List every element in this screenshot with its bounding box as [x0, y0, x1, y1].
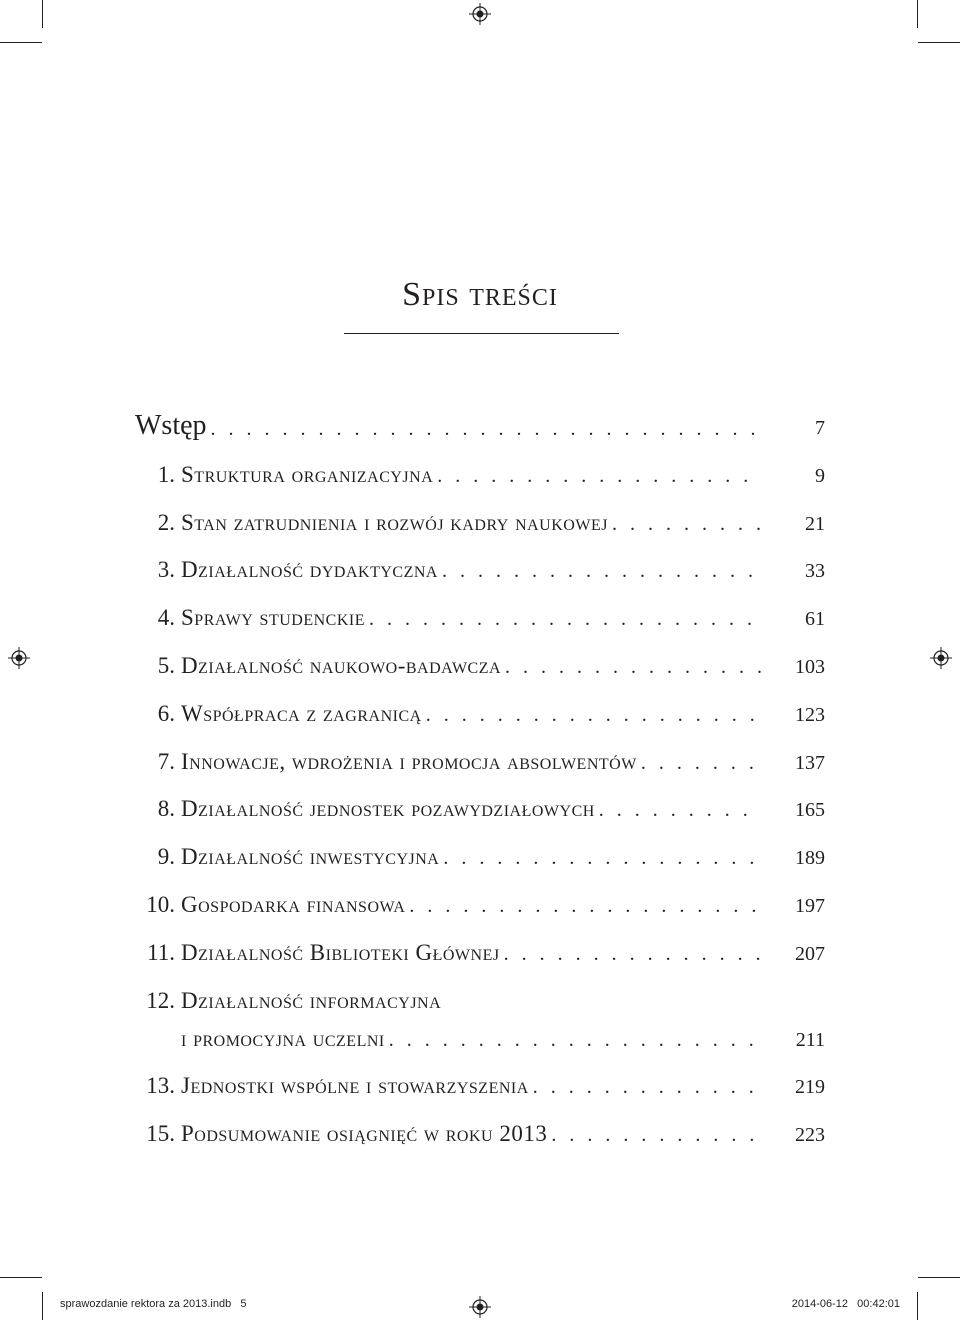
toc-entry-page: 9 — [815, 464, 825, 487]
toc-entry-page: 61 — [805, 608, 825, 631]
registration-mark-icon — [8, 647, 30, 669]
toc-entry-number: 5. — [157, 652, 175, 678]
crop-mark — [42, 1292, 43, 1320]
toc-entry-number: 7. — [157, 748, 175, 774]
dot-leader — [369, 605, 761, 631]
toc-entry-page: 211 — [795, 1028, 825, 1051]
toc-entry[interactable] — [135, 553, 825, 587]
toc-entry-label: Struktura organizacyjna — [181, 461, 434, 487]
toc-entry[interactable] — [135, 601, 825, 635]
toc-entry-number: 1. — [157, 461, 175, 487]
toc-entry-number: 4. — [157, 605, 175, 631]
dot-leader — [409, 892, 761, 918]
toc-entry-number: 9. — [157, 844, 175, 870]
toc-entry-label: Działalność Biblioteki Głównej — [181, 939, 500, 965]
toc-entry-page: 223 — [795, 1124, 825, 1147]
toc-entry-page: 197 — [795, 894, 825, 917]
toc-entry-number: 11. — [147, 939, 175, 965]
toc-entry-label: Działalność jednostek pozawydziałowych — [181, 796, 595, 822]
toc-entry[interactable] — [135, 458, 825, 492]
toc-entry[interactable] — [135, 745, 825, 779]
toc-entry-label: Działalność informacyjna — [181, 987, 442, 1013]
toc-entry-number: 10. — [146, 891, 175, 917]
crop-mark — [917, 1292, 918, 1320]
print-slug-timestamp: 2014-06-12 00:42:01 — [791, 1298, 900, 1310]
dot-leader — [389, 1026, 761, 1052]
toc-entry-label: Stan zatrudnienia i rozwój kadry naukowej — [181, 509, 608, 535]
crop-mark — [918, 1277, 960, 1278]
toc-entry-page: 165 — [795, 799, 825, 822]
dot-leader — [426, 701, 761, 727]
toc-entry-label: Wstęp — [135, 410, 207, 441]
toc-entry[interactable] — [135, 506, 825, 540]
toc-entry-label: Działalność inwestycyjna — [181, 844, 440, 870]
toc-entry-page: 21 — [805, 512, 825, 535]
print-slug-filename: sprawozdanie rektora za 2013.indb 5 — [60, 1298, 247, 1310]
toc-entry-number: 15. — [146, 1121, 175, 1147]
dot-leader — [437, 462, 761, 488]
toc-entry[interactable] — [135, 649, 825, 683]
registration-mark-icon — [930, 647, 952, 669]
toc-entry-label: Podsumowanie osiągnięć w roku 2013 — [181, 1121, 548, 1147]
toc-entry-label: Gospodarka finansowa — [181, 891, 406, 917]
toc-entry-label: Współpraca z zagranicą — [181, 700, 422, 726]
toc-entry[interactable] — [135, 840, 825, 874]
toc-entry-label: Sprawy studenckie — [181, 605, 365, 631]
toc-entry-number: 13. — [146, 1073, 175, 1099]
dot-leader — [551, 1121, 761, 1147]
toc-entry[interactable] — [135, 792, 825, 826]
toc-entry[interactable] — [135, 936, 825, 970]
toc-entry-page: 103 — [795, 655, 825, 678]
toc-entry-label-continued: i promocyjna uczelni — [181, 1025, 385, 1051]
dot-leader — [533, 1073, 761, 1099]
toc-entry-label: Działalność naukowo-badawcza — [181, 652, 502, 678]
toc-entry-page: 137 — [795, 751, 825, 774]
page-title: Spis treści — [402, 276, 558, 313]
dot-leader — [443, 844, 761, 870]
toc-entry[interactable] — [135, 697, 825, 731]
toc-entry-page: 123 — [795, 703, 825, 726]
toc-entry-number: 8. — [157, 796, 175, 822]
toc-entry-page: 219 — [795, 1076, 825, 1099]
dot-leader — [505, 653, 761, 679]
crop-mark — [918, 42, 960, 43]
toc-entry[interactable] — [135, 888, 825, 922]
toc-entry[interactable] — [135, 410, 825, 444]
toc-entry[interactable] — [135, 1117, 825, 1151]
dot-leader — [504, 940, 761, 966]
dot-leader — [599, 796, 761, 822]
toc-entry-page: 189 — [795, 847, 825, 870]
toc-entry-page: 7 — [815, 417, 825, 439]
crop-mark — [917, 0, 918, 28]
toc-entry-number: 12. — [146, 987, 175, 1013]
toc-entry[interactable] — [135, 1069, 825, 1103]
toc-entry-label: Innowacje, wdrożenia i promocja absolwentów — [181, 748, 637, 774]
toc-entry-number: 3. — [157, 557, 175, 583]
toc-entry[interactable] — [135, 984, 825, 1056]
print-slug — [60, 1298, 900, 1314]
dot-leader — [641, 749, 761, 775]
dot-leader — [612, 510, 761, 536]
title-underline — [344, 333, 619, 334]
crop-mark — [42, 0, 43, 28]
toc-entry-number: 6. — [157, 700, 175, 726]
dot-leader — [442, 557, 761, 583]
crop-mark — [0, 42, 42, 43]
toc-entry-page: 207 — [795, 942, 825, 965]
toc-entry-page: 33 — [805, 560, 825, 583]
table-of-contents — [135, 410, 825, 1165]
crop-mark — [0, 1277, 42, 1278]
registration-mark-icon — [469, 3, 491, 25]
toc-entry-label: Działalność dydaktyczna — [181, 557, 438, 583]
toc-entry-number: 2. — [157, 509, 175, 535]
toc-entry-label: Jednostki wspólne i stowarzyszenia — [181, 1073, 529, 1099]
dot-leader — [211, 410, 761, 442]
